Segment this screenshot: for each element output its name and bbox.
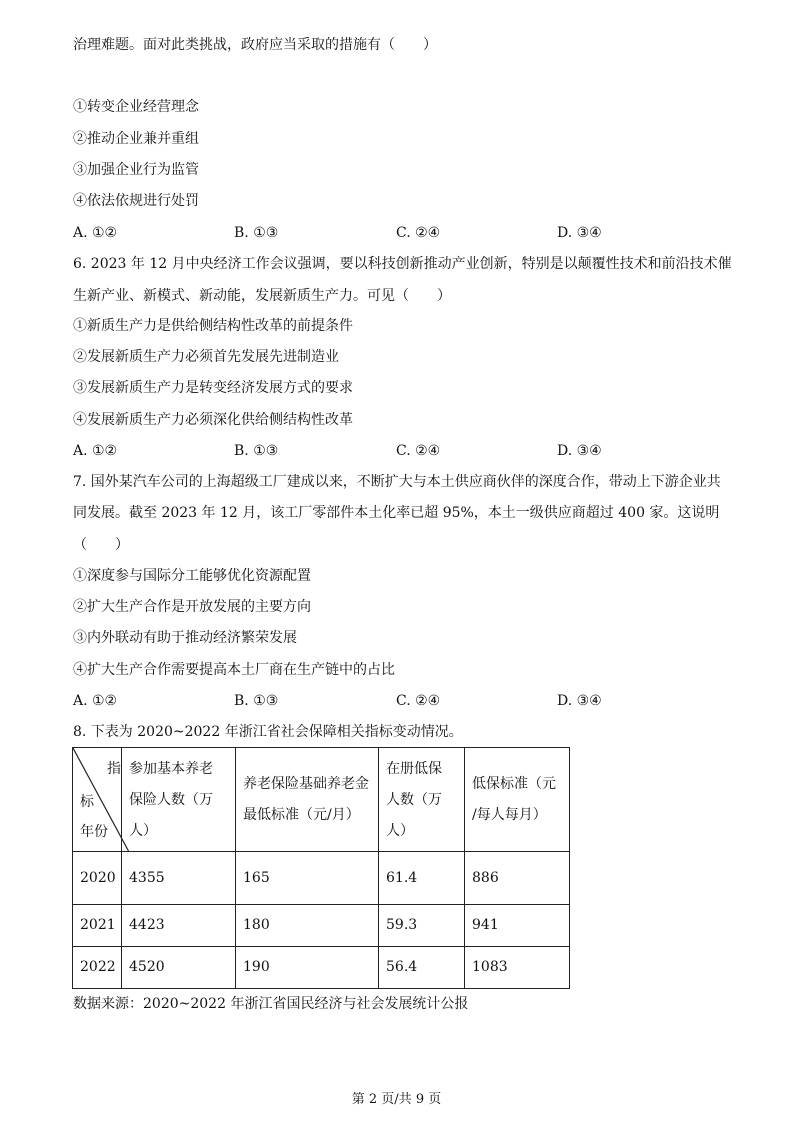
table-cell: 886 xyxy=(465,852,570,905)
q5-option-c: C. ②④ xyxy=(396,225,441,241)
q5-item: ①转变企业经营理念 xyxy=(73,99,199,115)
q7-option-c: C. ②④ xyxy=(396,693,441,709)
q6-option-b: B. ①③ xyxy=(234,443,279,459)
table-cell: 190 xyxy=(236,947,379,989)
q7-stem: （ ） xyxy=(73,537,129,553)
q6-stem: 生新产业、新模式、新动能，发展新质生产力。可见（ ） xyxy=(73,288,451,304)
q7-stem: 同发展。截至 2023 年 12 月，该工厂零部件本土化率已超 95%，本土一级供应商超过 400 家。这说明 xyxy=(73,505,720,521)
q7-item: ③内外联动有助于推动经济繁荣发展 xyxy=(73,630,297,646)
table-cell: 941 xyxy=(465,905,570,947)
q6-option-a: A. ①② xyxy=(73,443,118,459)
corner-label: 年份 xyxy=(80,824,108,840)
table-row xyxy=(73,852,570,905)
q5-item: ②推动企业兼并重组 xyxy=(73,131,199,147)
q7-item: ②扩大生产合作是开放发展的主要方向 xyxy=(73,599,311,615)
corner-label: 指 xyxy=(107,761,121,777)
table-cell: 4355 xyxy=(122,852,236,905)
q7-stem: 7. 国外某汽车公司的上海超级工厂建成以来，不断扩大与本土供应商伙伴的深度合作，带动上下游企业共 xyxy=(73,474,721,490)
q6-option-d: D. ③④ xyxy=(557,443,602,459)
q5-option-b: B. ①③ xyxy=(234,225,279,241)
table-row xyxy=(73,905,570,947)
corner-cell xyxy=(73,748,122,852)
q7-option-d: D. ③④ xyxy=(557,693,602,709)
table-header-row xyxy=(73,748,570,852)
q5-option-d: D. ③④ xyxy=(557,225,602,241)
social-security-table xyxy=(72,747,570,989)
table-cell: 180 xyxy=(236,905,379,947)
q7-option-a: A. ①② xyxy=(73,693,118,709)
q5-item: ③加强企业行为监管 xyxy=(73,162,199,178)
corner-label: 标 xyxy=(80,794,94,810)
q6-item: ③发展新质生产力是转变经济发展方式的要求 xyxy=(73,380,353,396)
table-cell: 4520 xyxy=(122,947,236,989)
q6-item: ②发展新质生产力必须首先发展先进制造业 xyxy=(73,349,339,365)
q7-item: ④扩大生产合作需要提高本土厂商在生产链中的占比 xyxy=(73,662,395,678)
q5-stem: 治理难题。面对此类挑战，政府应当采取的措施有（ ） xyxy=(73,37,437,53)
q7-option-b: B. ①③ xyxy=(234,693,279,709)
year-cell: 2020 xyxy=(73,852,122,905)
column-header: 在册低保 人数（万 人） xyxy=(379,748,465,852)
q6-option-c: C. ②④ xyxy=(396,443,441,459)
q6-item: ①新质生产力是供给侧结构性改革的前提条件 xyxy=(73,318,353,334)
q5-item: ④依法依规进行处罚 xyxy=(73,193,199,209)
q6-item: ④发展新质生产力必须深化供给侧结构性改革 xyxy=(73,412,353,428)
table-cell: 1083 xyxy=(465,947,570,989)
year-cell: 2022 xyxy=(73,947,122,989)
column-header: 低保标准（元 /每人每月） xyxy=(465,748,570,852)
column-header: 养老保险基础养老金 最低标准（元/月） xyxy=(236,748,379,852)
data-source: 数据来源：2020~2022 年浙江省国民经济与社会发展统计公报 xyxy=(73,996,469,1012)
q8-stem: 8. 下表为 2020~2022 年浙江省社会保障相关指标变动情况。 xyxy=(73,724,463,740)
column-header: 参加基本养老 保险人数（万 人） xyxy=(122,748,236,852)
table-cell: 4423 xyxy=(122,905,236,947)
q5-option-a: A. ①② xyxy=(73,225,118,241)
table-cell: 59.3 xyxy=(379,905,465,947)
year-cell: 2021 xyxy=(73,905,122,947)
table-cell: 165 xyxy=(236,852,379,905)
table-cell: 56.4 xyxy=(379,947,465,989)
page-footer: 第 2 页/共 9 页 xyxy=(351,1092,442,1107)
q6-stem: 6. 2023 年 12 月中央经济工作会议强调，要以科技创新推动产业创新，特别是以颠覆性技术和前沿技术催 xyxy=(73,256,732,272)
table-cell: 61.4 xyxy=(379,852,465,905)
table-row xyxy=(73,947,570,989)
q7-item: ①深度参与国际分工能够优化资源配置 xyxy=(73,568,311,584)
